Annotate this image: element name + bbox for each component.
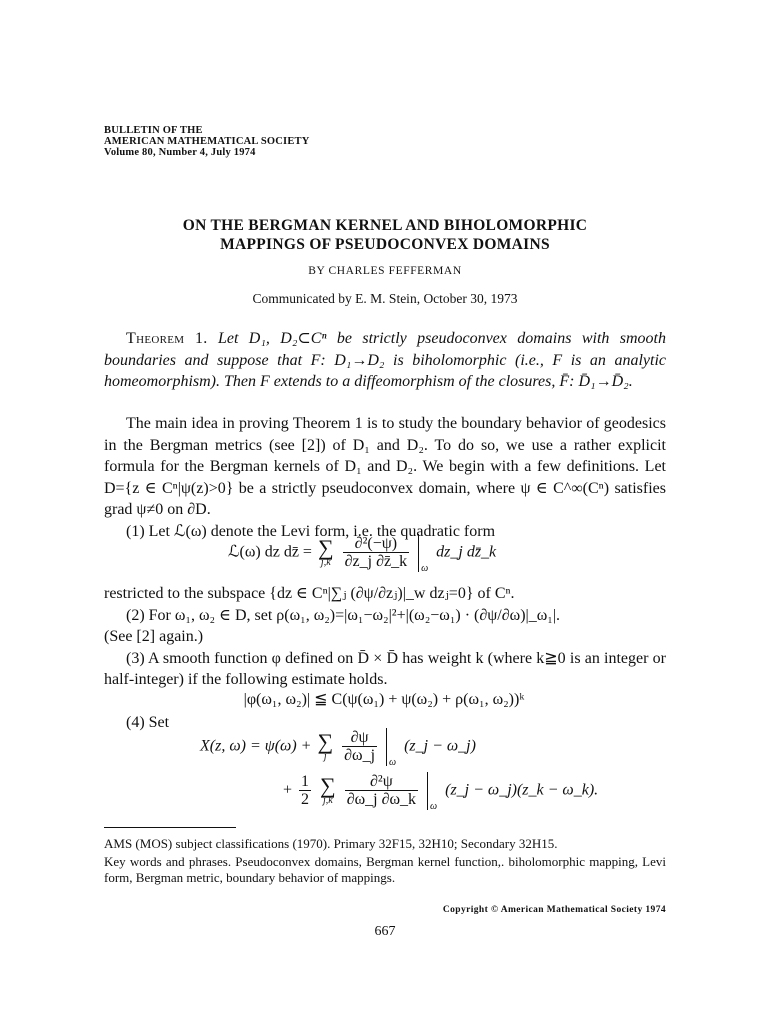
definitions-block [104, 583, 666, 691]
eq1-lhs: ℒ(ω) dz dz̄ = [228, 543, 312, 561]
eq3-tail-1: (z_j − ω_j) [404, 737, 476, 755]
header-line-1: BULLETIN OF THE [104, 125, 203, 136]
author-byline: BY CHARLES FEFFERMAN [308, 265, 462, 277]
footnote-divider [104, 827, 236, 828]
evaluation-bar [418, 534, 419, 572]
header-line-3: Volume 80, Number 4, July 1974 [104, 147, 256, 158]
evaluation-bar [427, 772, 428, 810]
copyright-line: Copyright © American Mathematical Society 1974 [442, 905, 666, 915]
weight-estimate-equation: |φ(ω₁, ω₂)| ≦ C(ψ(ω₁) + ψ(ω₂) + ρ(ω₁, ω₂))ᵏ [243, 691, 525, 708]
levi-form-equation: ℒ(ω) dz dz̄ = ∑ j,k $\frac{\text{∂²(−ψ)}}{\partial z\_j \partial z̄\_k}$ ω dz_j dz̄_k [228, 535, 497, 574]
theorem-statement: Let D₁, D₂⊂Cⁿ be strictly pseudoconvex domains with smooth boundaries and suppose that F: D₁→D₂ is biholomorphic (i.e., F is an analytic homeomorphism). Then F extends to a diffeomorphism of the closures, F̄: D̄₁→D̄₂. [104, 330, 667, 390]
paper-title [104, 216, 666, 254]
communicated-line: Communicated by E. M. Stein, October 30, 1973 [252, 291, 518, 306]
x-function-equation-line-1: X(z, ω) = ψ(ω) + ∑ j $\frac{\partial\psi}{\partial\omega\_j}$ ω (z_j − ω_j) [200, 729, 476, 768]
sum-symbol: ∑ j,k [320, 773, 336, 806]
definition-4: (4) Set [126, 714, 170, 731]
paragraph-1: The main idea in proving Theorem 1 is to study the boundary behavior of geodesics in the Bergman metrics (see [2]) of D₁ and D₂. To do so, we use a rather explicit formula for the Bergman kernels of D₁ and D₂. We begin with a few definitions. Let D={z ∈ Cⁿ|ψ(z)>0} be a strictly pseudoconvex domain, where ψ ∈ C^∞(Cⁿ) satisfies grad ψ≠0 on ∂D. [104, 415, 666, 518]
eq3-fraction-2: $\frac{\text{∂²ψ}}{\partial\omega\_j \partial\omega\_k}$ [346, 773, 417, 808]
x-function-equation-line-2: + $\frac{1}{2}$ ∑ j,k $\frac{\text{∂²ψ}}{\partial\omega\_j \partial\omega\_k}$ ω (z_j − ω_j)(z_k − ω_k). [283, 773, 599, 812]
page-number: 667 [374, 924, 396, 939]
header-line-2: AMERICAN MATHEMATICAL SOCIETY [104, 136, 310, 147]
sum-symbol: ∑ j,k [317, 535, 334, 568]
eq3-lhs: X(z, ω) = ψ(ω) + [200, 737, 312, 755]
sum-symbol: ∑ j [317, 729, 334, 762]
eq3-fraction-1: $\frac{\partial\psi}{\partial\omega\_j}$ [344, 729, 376, 764]
eq3-plus: + [283, 781, 293, 799]
definition-2-note: (See [2] again.) [104, 628, 204, 645]
journal-header [104, 125, 310, 158]
definition-3: (3) A smooth function φ defined on D̄ × D̄ has weight k (where k≧0 is an integer or half-integer) if the following estimate holds. [104, 649, 666, 688]
eq1-fraction: $\frac{\text{∂²(−ψ)}}{\partial z\_j \partial z̄\_k}$ [344, 535, 408, 570]
footnotes [104, 836, 666, 888]
keywords-footnote: Key words and phrases. Pseudoconvex domains, Bergman kernel function,. biholomorphic mapping, Levi form, Bergman metric, boundary behavior of mappings. [104, 854, 666, 885]
eq3-tail-2: (z_j − ω_j)(z_k − ω_k). [445, 781, 599, 799]
ams-classification: AMS (MOS) subject classifications (1970). Primary 32F15, 32H10; Secondary 32H15. [104, 836, 558, 851]
definition-1: (1) Let ℒ(ω) denote the Levi form, i.e. the quadratic form [126, 522, 496, 540]
evaluation-bar [386, 728, 387, 766]
title-line-2: MAPPINGS OF PSEUDOCONVEX DOMAINS [220, 236, 550, 253]
eq1-tail: dz_j dz̄_k [436, 543, 497, 561]
half-fraction: $\frac{1}{2}$ [301, 773, 310, 808]
title-line-1: ON THE BERGMAN KERNEL AND BIHOLOMORPHIC [182, 217, 588, 234]
theorem-block [104, 328, 666, 393]
main-paragraph [104, 413, 666, 542]
definition-2: (2) For ω₁, ω₂ ∈ D, set ρ(ω₁, ω₂)=|ω₁−ω₂|²+|(ω₂−ω₁) · (∂ψ/∂ω)|_ω₁|. [126, 606, 561, 624]
restricted-line: restricted to the subspace {dz ∈ Cⁿ|∑ⱼ (∂ψ/∂zⱼ)|_w dzⱼ=0} of Cⁿ. [104, 585, 515, 602]
theorem-label: Theorem 1. [126, 330, 208, 347]
